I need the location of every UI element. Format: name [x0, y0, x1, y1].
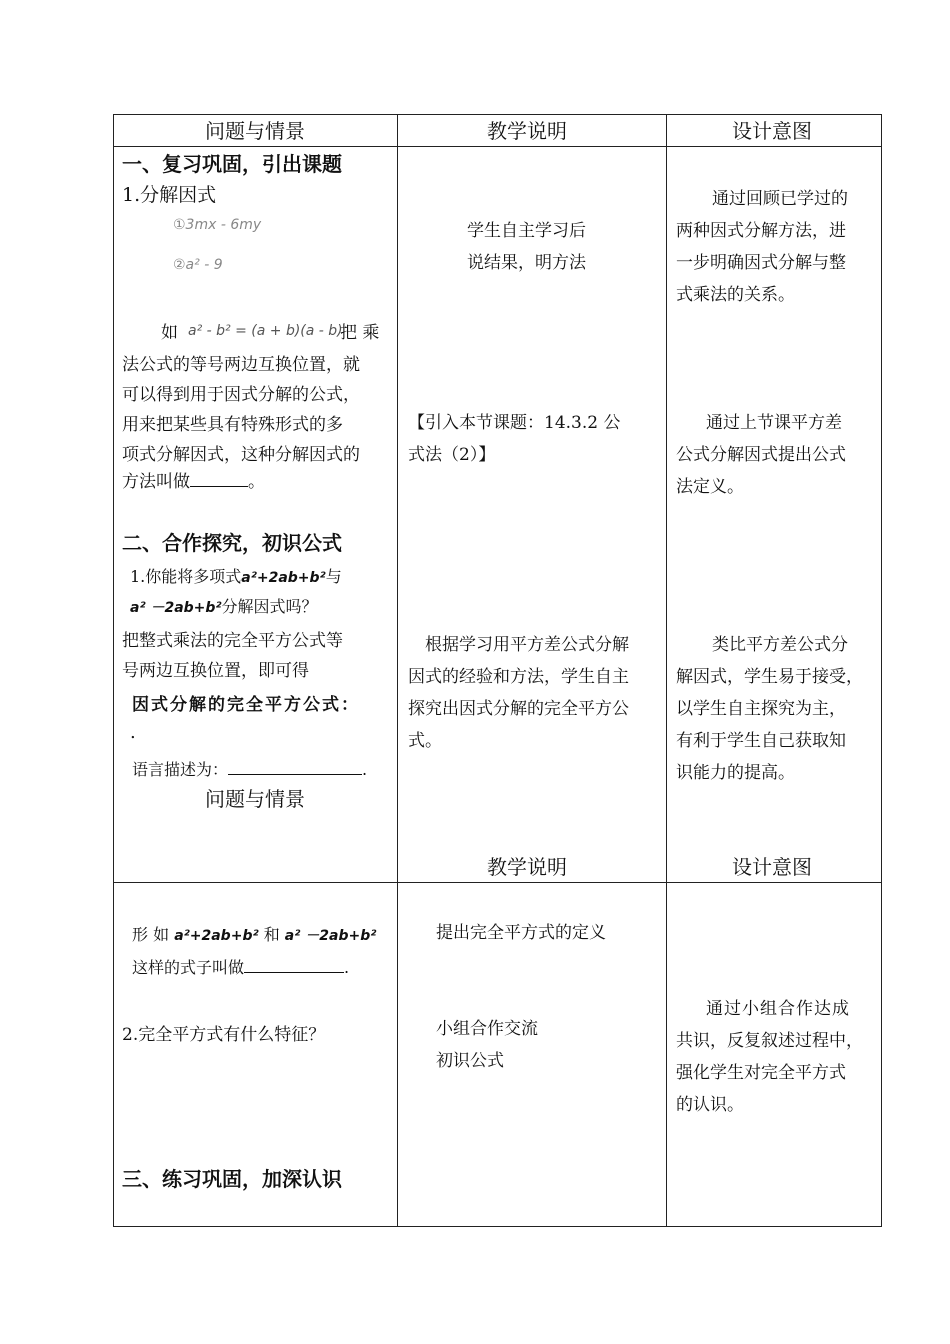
question1-line2	[130, 596, 318, 619]
repeat-header-questions: 问题与情景	[205, 787, 305, 811]
mid-text3-line3: 探究出因式分解的完全平方公	[408, 699, 629, 719]
language-description-end: .	[362, 760, 368, 779]
right-row2-line2: 共识，反复叙述过程中，	[676, 1031, 863, 1051]
fill-blank-term	[244, 956, 344, 973]
question2: 2.完全平方式有什么特征？	[122, 1025, 326, 1045]
paragraph-line-4: 项式分解因式，这种分解因式的	[122, 445, 360, 465]
item1-factorize: 1.分解因式	[122, 184, 217, 206]
language-description-line	[132, 758, 367, 781]
mid-text3-line1: 根据学习用平方差公式分解	[425, 635, 629, 655]
fill-blank-method	[190, 470, 248, 487]
question1-text-a: 1.你能将多项式	[130, 567, 242, 586]
paragraph-line-1: 法公式的等号两边互换位置，就	[122, 355, 360, 375]
col1-right-border	[397, 114, 398, 1227]
question1-expr-a: a²+2ab+b²	[241, 570, 326, 586]
right-text1-line2: 两种因式分解方法，进	[676, 221, 846, 241]
right-text3-line5: 识能力的提高。	[676, 763, 795, 783]
right-text3-line2: 解因式，学生易于接受，	[676, 667, 863, 687]
right-text1-line3: 一步明确因式分解与整	[676, 253, 846, 273]
mid-text1-line1: 学生自主学习后	[467, 221, 586, 241]
row1-bottom-border	[113, 882, 882, 883]
mid-text3-line2: 因式的经验和方法，学生自主	[408, 667, 629, 687]
shape-line2-text: 这样的式子叫做	[132, 958, 245, 977]
right-text2-line1: 通过上节课平方差	[706, 413, 842, 433]
right-text1-line4: 式乘法的关系。	[676, 285, 795, 305]
right-row2-line4: 的认识。	[676, 1095, 744, 1115]
header-teaching-notes: 教学说明	[487, 119, 567, 143]
table-left-border	[113, 114, 114, 1227]
right-text3-line4: 有利于学生自己获取知	[676, 731, 846, 751]
question1-expr-b: a² －2ab+b²	[130, 600, 222, 616]
formula-prefix: 如	[161, 323, 178, 343]
mid-define-complete-square: 提出完全平方式的定义	[436, 923, 606, 943]
swap-line-2: 号两边互换位置，即可得	[122, 661, 309, 681]
right-text2-line2: 公式分解因式提出公式	[676, 445, 846, 465]
header-design-intent: 设计意图	[732, 119, 812, 143]
mid-text2-line2: 式法（2）】	[408, 445, 496, 465]
right-text2-line3: 法定义。	[676, 477, 744, 497]
header-bottom-border	[113, 146, 882, 147]
right-row2-line1: 通过小组合作达成	[706, 999, 850, 1019]
formula-dot: .	[130, 722, 136, 743]
section1-title: 一、复习巩固，引出课题	[122, 152, 342, 176]
right-text1-line1: 通过回顾已学过的	[712, 189, 848, 209]
swap-line-1: 把整式乘法的完全平方公式等	[122, 631, 343, 651]
mid-text1-line2: 说结果，明方法	[467, 253, 586, 273]
shape-expr-1: a²+2ab+b²	[174, 928, 259, 944]
section3-title: 三、练习巩固，加深认识	[122, 1167, 342, 1191]
paragraph-line-5	[122, 470, 265, 493]
repeat-header-design-intent: 设计意图	[732, 855, 812, 879]
header-questions: 问题与情景	[205, 119, 305, 143]
mid-group-discussion: 小组合作交流	[436, 1019, 538, 1039]
paragraph-line-2: 可以得到用于因式分解的公式，	[122, 385, 360, 405]
formula-suffix: 把 乘	[340, 323, 380, 343]
expression-1: ①3mx - 6my	[173, 217, 262, 233]
question1-text-c: 分解因式吗？	[221, 597, 318, 616]
right-text3-line1: 类比平方差公式分	[712, 635, 848, 655]
table-top-border	[113, 114, 882, 115]
mid-initial-formula: 初识公式	[436, 1051, 504, 1071]
col2-right-border	[666, 114, 667, 1227]
section2-title: 二、合作探究，初识公式	[122, 531, 342, 555]
paragraph-line-5-text: 方法叫做	[122, 472, 190, 492]
right-row2-line3: 强化学生对完全平方式	[676, 1063, 846, 1083]
mid-text3-line4: 式。	[408, 731, 442, 751]
question1-line1	[130, 566, 342, 589]
shape-expr-2: a² －2ab+b²	[284, 928, 377, 944]
question1-text-b: 与	[325, 567, 342, 586]
paragraph-end: 。	[248, 472, 265, 492]
fill-blank-description	[228, 758, 362, 775]
paragraph-line-3: 用来把某些具有特殊形式的多	[122, 415, 343, 435]
shape-definition-line1	[132, 924, 376, 947]
mid-text2-line1: 【引入本节课题：14.3.2 公	[408, 413, 621, 433]
complete-square-formula-label: 因式分解的完全平方公式：	[132, 695, 360, 715]
language-description-label: 语言描述为：	[132, 760, 229, 779]
shape-and: 和	[263, 925, 280, 944]
shape-end: .	[344, 958, 350, 977]
repeat-header-teaching-notes: 教学说明	[487, 855, 567, 879]
shape-text-a: 形 如	[132, 925, 170, 944]
shape-definition-line2	[132, 956, 349, 979]
table-bottom-border	[113, 1226, 882, 1227]
table-right-border	[881, 114, 882, 1227]
difference-of-squares-formula: a² - b² = (a + b)(a - b)	[188, 323, 343, 339]
right-text3-line3: 以学生自主探究为主，	[676, 699, 846, 719]
expression-2: ②a² - 9	[173, 257, 223, 273]
